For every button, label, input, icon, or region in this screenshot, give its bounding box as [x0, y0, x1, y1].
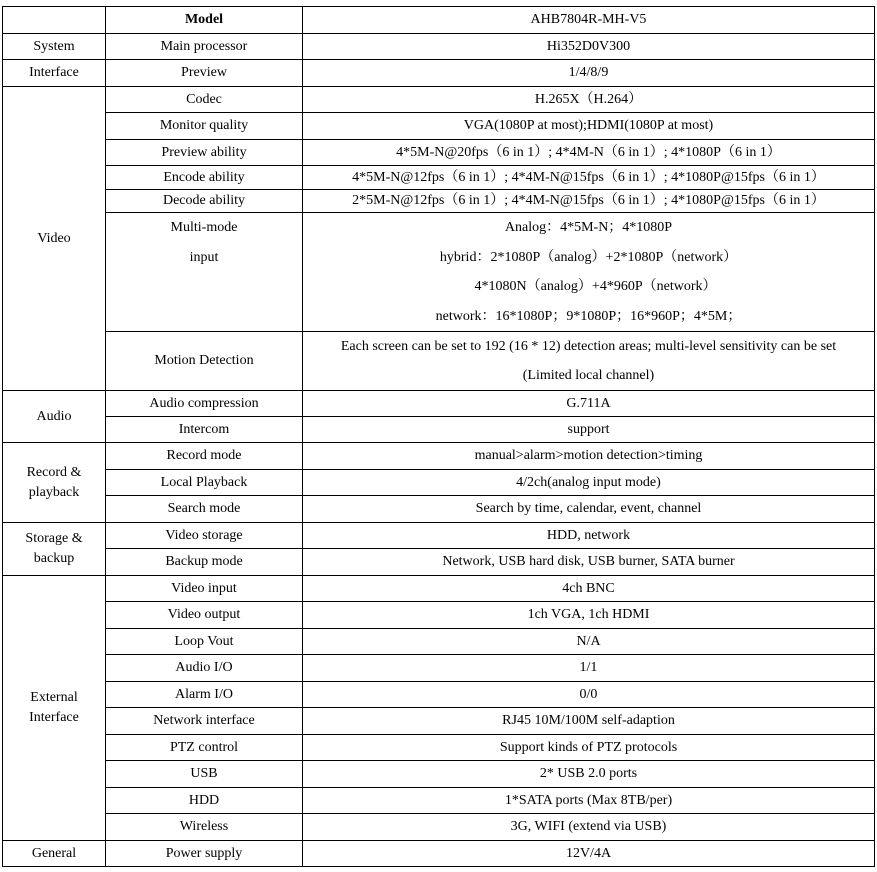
table-row-video-storage: [3, 523, 875, 549]
row-label: Encode ability: [106, 166, 303, 190]
row-value: 4/2ch(analog input mode): [303, 470, 875, 496]
row-label: HDD: [106, 788, 303, 814]
row-value: VGA(1080P at most);HDMI(1080P at most): [303, 113, 875, 140]
row-label: Preview ability: [106, 140, 303, 166]
row-label: Preview: [106, 60, 303, 87]
motion-detection-value: [303, 332, 875, 391]
table-row-audio-io: [3, 655, 875, 682]
row-label: PTZ control: [106, 735, 303, 761]
group-general: General: [3, 841, 106, 867]
row-value: 0/0: [303, 682, 875, 708]
table-row-network-interface: [3, 708, 875, 735]
label-line: Multi-mode: [170, 220, 238, 235]
row-label: Codec: [106, 87, 303, 113]
group-video: Video: [3, 87, 106, 391]
row-value: 1ch VGA, 1ch HDMI: [303, 602, 875, 629]
group-external-interface: [3, 576, 106, 841]
group-line: playback: [28, 484, 80, 500]
row-value: Hi352D0V300: [303, 34, 875, 60]
row-label-multi-mode: [106, 213, 303, 332]
row-label: Loop Vout: [106, 629, 303, 655]
row-label: Monitor quality: [106, 113, 303, 140]
table-row-encode-ability: [3, 166, 875, 190]
group-system: System: [3, 34, 106, 60]
value-line: hybrid：2*1080P（analog）+2*1080P（network）: [439, 249, 738, 265]
table-row-monitor-quality: [3, 113, 875, 140]
group-interface: Interface: [3, 60, 106, 87]
row-value: 1/4/8/9: [303, 60, 875, 87]
label-line: input: [189, 249, 219, 265]
row-value: G.711A: [303, 391, 875, 417]
row-label: Audio compression: [106, 391, 303, 417]
value-line: 4*1080N（analog）+4*960P（network）: [474, 279, 717, 294]
row-label: Motion Detection: [106, 332, 303, 391]
table-row-alarm-io: [3, 682, 875, 708]
row-value: 4ch BNC: [303, 576, 875, 602]
row-value: N/A: [303, 629, 875, 655]
row-label: Alarm I/O: [106, 682, 303, 708]
table-row-main-processor: [3, 34, 875, 60]
table-row-wireless: [3, 814, 875, 841]
multi-mode-value: [303, 213, 875, 332]
table-row-ptz-control: [3, 735, 875, 761]
table-row-record-mode: [3, 443, 875, 470]
row-label: Power supply: [106, 841, 303, 867]
table-row-local-playback: [3, 470, 875, 496]
row-value: H.265X（H.264）: [303, 87, 875, 113]
row-value: 4*5M-N@12fps（6 in 1）; 4*4M-N@15fps（6 in 1）; 4*1080P@15fps（6 in 1）: [303, 166, 875, 190]
table-row-loop-vout: [3, 629, 875, 655]
row-label: Video input: [106, 576, 303, 602]
group-line: Record &: [26, 464, 82, 480]
table-row-decode-ability: [3, 190, 875, 213]
row-label: Video storage: [106, 523, 303, 549]
group-cell-empty: [3, 7, 106, 34]
group-line: Storage &: [25, 531, 83, 546]
row-value: manual>alarm>motion detection>timing: [303, 443, 875, 470]
row-label: Wireless: [106, 814, 303, 841]
table-row-video-input: [3, 576, 875, 602]
row-label: Main processor: [106, 34, 303, 60]
row-value: 1/1: [303, 655, 875, 682]
group-audio: Audio: [3, 391, 106, 443]
value-line: Analog：4*5M-N；4*1080P: [504, 220, 673, 235]
row-label: Audio I/O: [106, 655, 303, 682]
value-line: (Limited local channel): [522, 368, 655, 383]
row-value: Search by time, calendar, event, channel: [303, 496, 875, 523]
row-label: USB: [106, 761, 303, 788]
table-row-video-output: [3, 602, 875, 629]
row-value: 2* USB 2.0 ports: [303, 761, 875, 788]
group-line: backup: [33, 551, 75, 566]
row-value: 1*SATA ports (Max 8TB/per): [303, 788, 875, 814]
table-row-codec: [3, 87, 875, 113]
table-row-multi-mode-input: [3, 213, 875, 332]
table-row-preview-ability: [3, 140, 875, 166]
group-line: Interface: [29, 710, 79, 725]
table-row-motion-detection: [3, 332, 875, 391]
value-line: network：16*1080P；9*1080P；16*960P；4*5M；: [435, 308, 742, 324]
header-label: Model: [106, 7, 303, 34]
row-value: 2*5M-N@12fps（6 in 1）; 4*4M-N@15fps（6 in 1）; 4*1080P@15fps（6 in 1）: [303, 190, 875, 213]
row-label: Decode ability: [106, 190, 303, 213]
row-label: Intercom: [106, 417, 303, 443]
table-row-audio-compression: [3, 391, 875, 417]
group-storage-backup: [3, 523, 106, 576]
row-label: Network interface: [106, 708, 303, 735]
row-label: Backup mode: [106, 549, 303, 576]
table-row-hdd: [3, 788, 875, 814]
value-line: Each screen can be set to 192 (16 * 12) detection areas; multi-level sensitivity can be set: [340, 339, 837, 354]
row-value: RJ45 10M/100M self-adaption: [303, 708, 875, 735]
row-value: Support kinds of PTZ protocols: [303, 735, 875, 761]
row-label: Record mode: [106, 443, 303, 470]
model-value: AHB7804R-MH-V5: [303, 7, 875, 34]
row-value: 12V/4A: [303, 841, 875, 867]
row-value: support: [303, 417, 875, 443]
row-value: 4*5M-N@20fps（6 in 1）; 4*4M-N（6 in 1）; 4*1080P（6 in 1）: [303, 140, 875, 166]
table-row-backup-mode: [3, 549, 875, 576]
table-row-model: [3, 7, 875, 34]
row-value: 3G, WIFI (extend via USB): [303, 814, 875, 841]
table-row-search-mode: [3, 496, 875, 523]
spec-table: [2, 6, 875, 867]
group-line: External: [30, 690, 78, 705]
table-row-intercom: [3, 417, 875, 443]
table-row-preview: [3, 60, 875, 87]
table-row-power-supply: [3, 841, 875, 867]
row-label: Search mode: [106, 496, 303, 523]
row-label: Local Playback: [106, 470, 303, 496]
row-label: Video output: [106, 602, 303, 629]
row-value: HDD, network: [303, 523, 875, 549]
table-row-usb: [3, 761, 875, 788]
row-value: Network, USB hard disk, USB burner, SATA burner: [303, 549, 875, 576]
group-record-playback: [3, 443, 106, 523]
